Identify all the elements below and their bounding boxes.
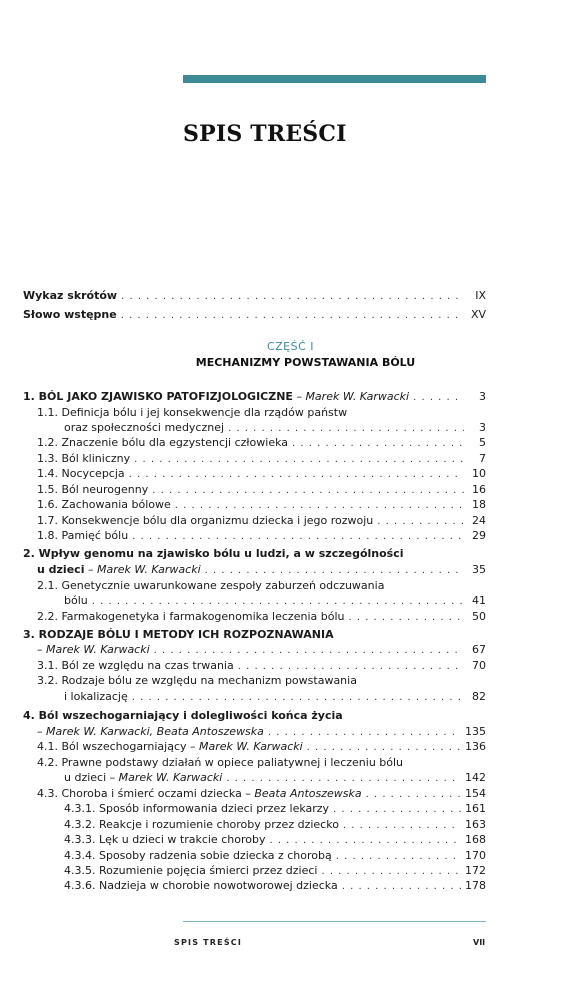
toc-subsection-4-3-6[interactable] (64, 878, 486, 893)
toc-entry-label: 4.3.6. Nadzieja w chorobie nowotworowej dziecka (64, 879, 338, 892)
toc-subsection-4-3-3[interactable] (64, 832, 486, 847)
toc-entry-label: 4.3.5. Rozumienie pojęcia śmierci przez dzieci (64, 864, 318, 877)
toc-entry-foreword[interactable] (23, 307, 486, 322)
toc-entry-label: bólu (64, 594, 88, 607)
dot-leader (154, 643, 464, 658)
dot-leader (205, 563, 464, 578)
toc-entry-label: 1.3. Ból kliniczny (37, 452, 131, 465)
toc-page-number: 170 (465, 849, 486, 862)
part-label: CZĘŚĆ I (266, 340, 315, 353)
section-author: – Marek W. Karwacki (106, 771, 223, 784)
toc-section-1-3[interactable] (37, 451, 486, 466)
toc-section-1-5[interactable] (37, 482, 486, 497)
toc-page-number: 136 (465, 740, 486, 753)
part-title: MECHANIZMY POWSTAWANIA BÓLU (195, 356, 416, 369)
toc-section-1-8[interactable] (37, 528, 486, 543)
toc-section-3-2-line1: 3.2. Rodzaje bólu ze względu na mechanizm powstawania (37, 674, 357, 687)
toc-section-3-1[interactable] (37, 658, 486, 673)
toc-entry-label: Wykaz skrótów (23, 289, 118, 302)
toc-entry-label: oraz społeczności medycznej (64, 421, 225, 434)
dot-leader (152, 483, 464, 498)
toc-chapter-title: u dzieci – Marek W. Karwacki (37, 563, 201, 576)
dot-leader (121, 308, 464, 323)
dot-leader (268, 725, 461, 740)
toc-page-number: 135 (465, 725, 486, 738)
toc-section-4-2[interactable] (64, 770, 486, 785)
chapter-author: – Marek W. Karwacki, Beata Antoszewska (37, 725, 264, 738)
dot-leader (333, 802, 461, 817)
footer-rule (183, 921, 486, 922)
dot-leader (336, 849, 461, 864)
toc-entry-label: 1.7. Konsekwencje bólu dla organizmu dziecka i jego rozwoju (37, 514, 374, 527)
toc-entry-label: 4.3.1. Sposób informowania dzieci przez lekarzy (64, 802, 330, 815)
toc-chapter-2-line1: 2. Wpływ genomu na zjawisko bólu u ludzi, a w szczególności (23, 547, 404, 560)
dot-leader (129, 467, 464, 482)
dot-leader (413, 390, 464, 405)
dot-leader (377, 514, 464, 529)
chapter-author: – Marek W. Karwacki (292, 390, 410, 403)
toc-entry-label: Słowo wstępne (23, 308, 117, 321)
toc-page-number: 10 (472, 467, 486, 480)
toc-entry-abbreviations[interactable] (23, 288, 486, 303)
toc-entry-label: 4.3. Choroba i śmierć oczami dziecka – Beata Antoszewska (37, 787, 362, 800)
toc-section-4-3[interactable] (37, 786, 486, 801)
toc-page-number: 67 (472, 643, 486, 656)
toc-page-number: 70 (472, 659, 486, 672)
toc-page-number: 3 (479, 390, 486, 403)
toc-page-number: 172 (465, 864, 486, 877)
toc-section-1-7[interactable] (37, 513, 486, 528)
dot-leader (132, 529, 464, 544)
toc-page-number: XV (470, 308, 486, 321)
toc-page-number: 50 (472, 610, 486, 623)
toc-page-number: 5 (479, 436, 486, 449)
toc-section-2-1[interactable] (64, 593, 486, 608)
toc-page-number: IX (475, 289, 486, 302)
dot-leader (269, 833, 461, 848)
dot-leader (92, 594, 464, 609)
chapter-author: – Marek W. Karwacki (84, 563, 201, 576)
toc-section-2-2[interactable] (37, 609, 486, 624)
toc-entry-label: 1.4. Nocycepcja (37, 467, 125, 480)
toc-entry-label: u dzieci – Marek W. Karwacki (64, 771, 223, 784)
toc-section-1-1-line1: 1.1. Definicja bólu i jej konsekwencje dla rządów państw (37, 406, 348, 419)
section-author: – Marek W. Karwacki (186, 740, 303, 753)
toc-entry-label: 1.6. Zachowania bólowe (37, 498, 171, 511)
toc-chapter-2[interactable] (37, 562, 486, 577)
toc-page-number: 161 (465, 802, 486, 815)
toc-section-4-1[interactable] (37, 739, 486, 754)
toc-entry-label: 3.1. Ból ze względu na czas trwania (37, 659, 234, 672)
dot-leader (238, 659, 464, 674)
toc-entry-label: 2.2. Farmakogenetyka i farmakogenomika leczenia bólu (37, 610, 345, 623)
running-footer-title: SPIS TREŚCI (174, 938, 243, 947)
toc-section-1-6[interactable] (37, 497, 486, 512)
dot-leader (342, 879, 461, 894)
page-title: SPIS TREŚCI (183, 121, 347, 147)
toc-page-number: 163 (465, 818, 486, 831)
toc-section-3-2[interactable] (64, 689, 486, 704)
dot-leader (132, 690, 464, 705)
toc-chapter-title: 1. BÓL JAKO ZJAWISKO PATOFIZJOLOGICZNE – Marek W. Karwacki (23, 390, 410, 403)
toc-chapter-4-line1: 4. Ból wszechogarniający i dolegliwości końca życia (23, 709, 343, 722)
dot-leader (366, 787, 461, 802)
toc-subsection-4-3-5[interactable] (64, 863, 486, 878)
toc-chapter-1[interactable] (23, 389, 486, 404)
section-author: – Beata Antoszewska (241, 787, 362, 800)
running-footer-page-number: VII (473, 938, 486, 947)
toc-entry-label: 1.2. Znaczenie bólu dla egzystencji człowieka (37, 436, 289, 449)
dot-leader (134, 452, 464, 467)
toc-page-number: 168 (465, 833, 486, 846)
toc-section-2-1-line1: 2.1. Genetycznie uwarunkowane zespoły zaburzeń odczuwania (37, 579, 385, 592)
dot-leader (307, 740, 461, 755)
dot-leader (121, 289, 464, 304)
toc-section-4-2-line1: 4.2. Prawne podstawy działań w opiece paliatywnej i leczeniu bólu (37, 756, 404, 769)
toc-subsection-4-3-2[interactable] (64, 817, 486, 832)
dot-leader (228, 421, 464, 436)
toc-entry-label: 1.5. Ból neurogenny (37, 483, 149, 496)
toc-entry-label: i lokalizację (64, 690, 128, 703)
toc-page-number: 142 (465, 771, 486, 784)
dot-leader (343, 818, 461, 833)
toc-page-number: 29 (472, 529, 486, 542)
toc-entry-label: 4.1. Ból wszechogarniający – Marek W. Karwacki (37, 740, 303, 753)
dot-leader (175, 498, 464, 513)
toc-page-number: 18 (472, 498, 486, 511)
toc-page-number: 82 (472, 690, 486, 703)
toc-subsection-4-3-1[interactable] (64, 801, 486, 816)
dot-leader (348, 610, 464, 625)
toc-section-1-1[interactable] (64, 420, 486, 435)
toc-page-number: 7 (479, 452, 486, 465)
toc-page-number: 41 (472, 594, 486, 607)
toc-page-number: 24 (472, 514, 486, 527)
toc-page-number: 3 (479, 421, 486, 434)
toc-entry-label: 4.3.2. Reakcje i rozumienie choroby przez dziecko (64, 818, 339, 831)
toc-page-number: 35 (472, 563, 486, 576)
toc-chapter-4[interactable] (37, 724, 486, 739)
dot-leader (321, 864, 461, 879)
toc-entry-label: 4.3.4. Sposoby radzenia sobie dziecka z chorobą (64, 849, 332, 862)
toc-entry-label: 4.3.3. Lęk u dzieci w trakcie choroby (64, 833, 266, 846)
toc-page-number: 16 (472, 483, 486, 496)
toc-section-1-4[interactable] (37, 466, 486, 481)
dot-leader (292, 436, 464, 451)
toc-page-number: 154 (465, 787, 486, 800)
chapter-author: – Marek W. Karwacki (37, 643, 150, 656)
toc-subsection-4-3-4[interactable] (64, 848, 486, 863)
toc-page-number: 178 (465, 879, 486, 892)
toc-section-1-2[interactable] (37, 435, 486, 450)
dot-leader (226, 771, 461, 786)
toc-chapter-3[interactable] (37, 642, 486, 657)
toc-chapter-3-line1: 3. RODZAJE BÓLU I METODY ICH ROZPOZNAWANIA (23, 628, 334, 641)
toc-entry-label: 1.8. Pamięć bólu (37, 529, 129, 542)
